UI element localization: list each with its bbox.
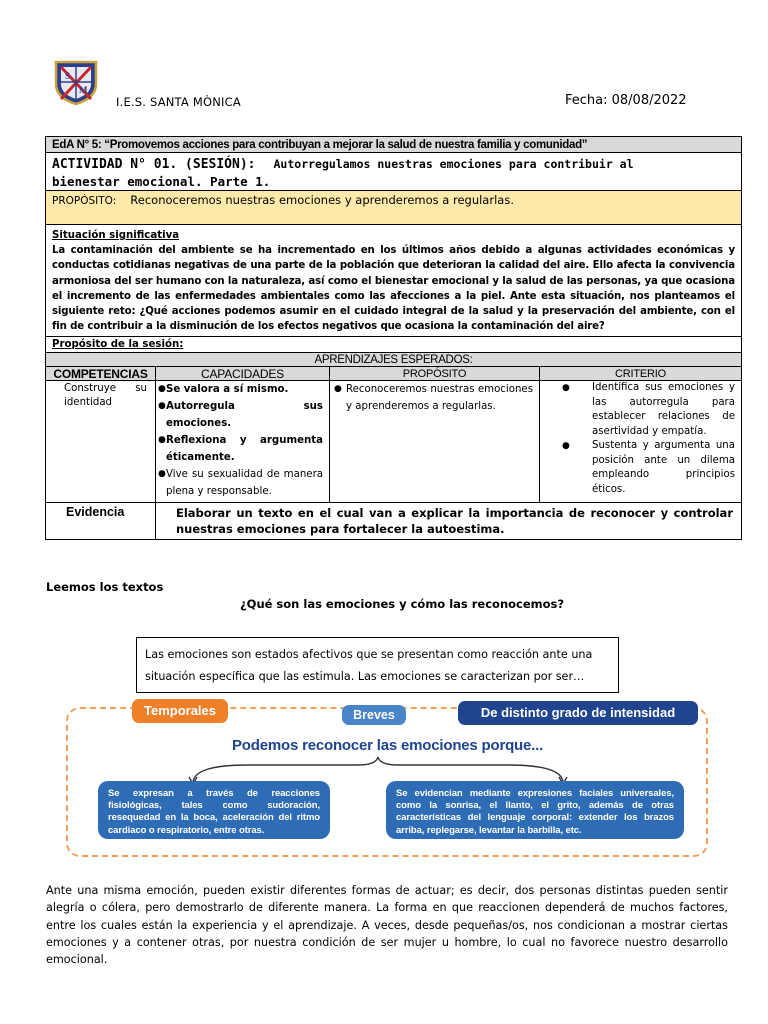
aprendizajes-row: APRENDIZAJES ESPERADOS: bbox=[46, 353, 741, 367]
school-name: I.E.S. SANTA MÒNICA bbox=[116, 95, 241, 109]
list-item bbox=[334, 381, 533, 415]
proposito-row bbox=[46, 191, 741, 225]
capacidad-text: Autorregula sus emociones. bbox=[166, 401, 323, 430]
evidencia-text: Elaborar un texto en el cual van a explicar la importancia de reconocer y controlar nuestras emociones para fortalecer la autoestima. bbox=[176, 506, 733, 537]
criterio-text: Identifica sus emociones y las autorregula para establecer relaciones de asertividad y empatía. bbox=[592, 382, 735, 437]
table-header-row bbox=[46, 367, 741, 381]
proposito-label: PROPÓSITO: bbox=[52, 195, 117, 207]
definition-box bbox=[136, 637, 619, 693]
logo-letter-m: M bbox=[79, 85, 88, 95]
pill-temporales: Temporales bbox=[132, 699, 228, 723]
bullet-icon: ● bbox=[562, 383, 570, 394]
capacidad-text: Vive su sexualidad de manera plena y responsable. bbox=[166, 469, 323, 498]
activity-title-line2: bienestar emocional. Parte 1. bbox=[52, 174, 271, 189]
capacidades-cell bbox=[156, 381, 330, 502]
list-item bbox=[158, 432, 323, 466]
criterio-cell bbox=[540, 381, 741, 502]
proposito-item-text: Reconoceremos nuestras emociones y aprenderemos a regularlas. bbox=[346, 384, 533, 413]
pill-intensidad: De distinto grado de intensidad bbox=[458, 701, 698, 725]
bullet-icon: ● bbox=[158, 435, 166, 446]
leemos-heading: Leemos los textos bbox=[46, 580, 164, 594]
activity-title-line1: Autorregulamos nuestras emociones para contribuir al bbox=[273, 157, 634, 171]
proposito-cell bbox=[330, 381, 540, 502]
definition-line2: situación específica que las estimula. Las emociones se caracterizan por ser… bbox=[145, 670, 585, 683]
list-item bbox=[158, 381, 323, 398]
bullet-icon: ● bbox=[158, 401, 166, 412]
date-label: Fecha: 08/08/2022 bbox=[565, 93, 687, 108]
capacidad-text: Se valora a sí mismo. bbox=[166, 384, 289, 396]
evidencia-row bbox=[46, 503, 741, 539]
proposito-sesion-row: Propósito de la sesión: bbox=[46, 337, 741, 353]
bullet-icon: ● bbox=[158, 469, 166, 480]
activity-label: ACTIVIDAD N° 01. (SESIÓN): bbox=[52, 157, 256, 172]
eda-row: EdA N° 5: “Promovemos acciones para contribuyan a mejorar la salud de nuestra familia y comunidad” bbox=[46, 137, 741, 153]
logo-letter-s: S bbox=[65, 71, 71, 81]
capacidad-text: Reflexiona y argumenta éticamente. bbox=[166, 435, 323, 464]
list-item bbox=[562, 381, 735, 439]
question-heading: ¿Qué son las emociones y cómo las reconocemos? bbox=[240, 597, 565, 611]
pill-breves: Breves bbox=[342, 705, 406, 725]
evidencia-label: Evidencia bbox=[46, 503, 156, 539]
bullet-icon: ● bbox=[158, 384, 166, 395]
card-expresiones-faciales: Se evidencian mediante expresiones faciales universales, como la sonrisa, el llanto, el grito, además de otras características del lenguaje corporal: extender los brazos arriba, replegarse, levantar la barbilla, etc. bbox=[386, 781, 684, 839]
header-criterio: CRITERIO bbox=[615, 368, 666, 381]
school-logo bbox=[52, 58, 100, 106]
list-item bbox=[158, 466, 323, 500]
header-proposito: PROPÓSITO bbox=[330, 367, 540, 380]
situacion-row bbox=[46, 225, 741, 337]
criterio-text: Sustenta y argumenta una posición ante un dilema empleando principios éticos. bbox=[592, 440, 735, 495]
bullet-icon: ● bbox=[334, 384, 342, 395]
competencia-cell: Construye su identidad bbox=[46, 381, 156, 502]
list-item bbox=[158, 398, 323, 432]
card-reacciones-fisiologicas: Se expresan a través de reacciones fisiológicas, tales como sudoración, resequedad en la boca, aceleración del ritmo cardiaco o respiratorio, entre otras. bbox=[98, 781, 330, 839]
proposito-text: Reconoceremos nuestras emociones y aprenderemos a regularlas. bbox=[130, 193, 514, 207]
bullet-icon: ● bbox=[562, 441, 570, 452]
emotions-infographic bbox=[66, 703, 708, 857]
situacion-title: Situación significativa bbox=[52, 230, 180, 241]
final-paragraph: Ante una misma emoción, pueden existir diferentes formas de actuar; es decir, dos personas distintas pueden sentir alegría o cólera, pero demostrarlo de diferente manera. La forma en que reaccionen dependerá de muchos factores, entre los cuales están la experiencia y el aprendizaje. A veces, desde pequeñas/os, nos condicionan a mostrar ciertas emociones y a contener otras, por nuestra condición de ser mujer u hombre, lo cual no favorece nuestro desarrollo emocional. bbox=[46, 884, 728, 967]
situacion-text: La contaminación del ambiente se ha incrementado en los últimos años debido a algunas actividades económicas y conductas cotidianas negativas de una parte de la población que deterioran la calidad del aire. Ello afecta la convivencia armoniosa del ser humano con la naturaleza, así como el bienestar emocional y la salud de las personas, ya que ocasiona el incremento de las enfermedades ambientales como las afecciones a la piel. Ante esta situación, nos planteamos el siguiente reto: ¿Qué acciones podemos asumir en el cuidado integral de la salud y la preservación del ambiente, con el fin de contribuir a la disminución de los efectos negativos que ocasiona la contaminación del aire? bbox=[52, 245, 735, 333]
table-body-row bbox=[46, 381, 741, 503]
list-item bbox=[562, 439, 735, 497]
activity-row bbox=[46, 153, 741, 191]
header-competencias: COMPETENCIAS bbox=[46, 367, 156, 380]
session-table bbox=[45, 136, 742, 540]
header-capacidades: CAPACIDADES bbox=[156, 367, 330, 380]
definition-line1: Las emociones son estados afectivos que se presentan como reacción ante una bbox=[145, 648, 593, 661]
infographic-title: Podemos reconocer las emociones porque... bbox=[232, 737, 544, 754]
